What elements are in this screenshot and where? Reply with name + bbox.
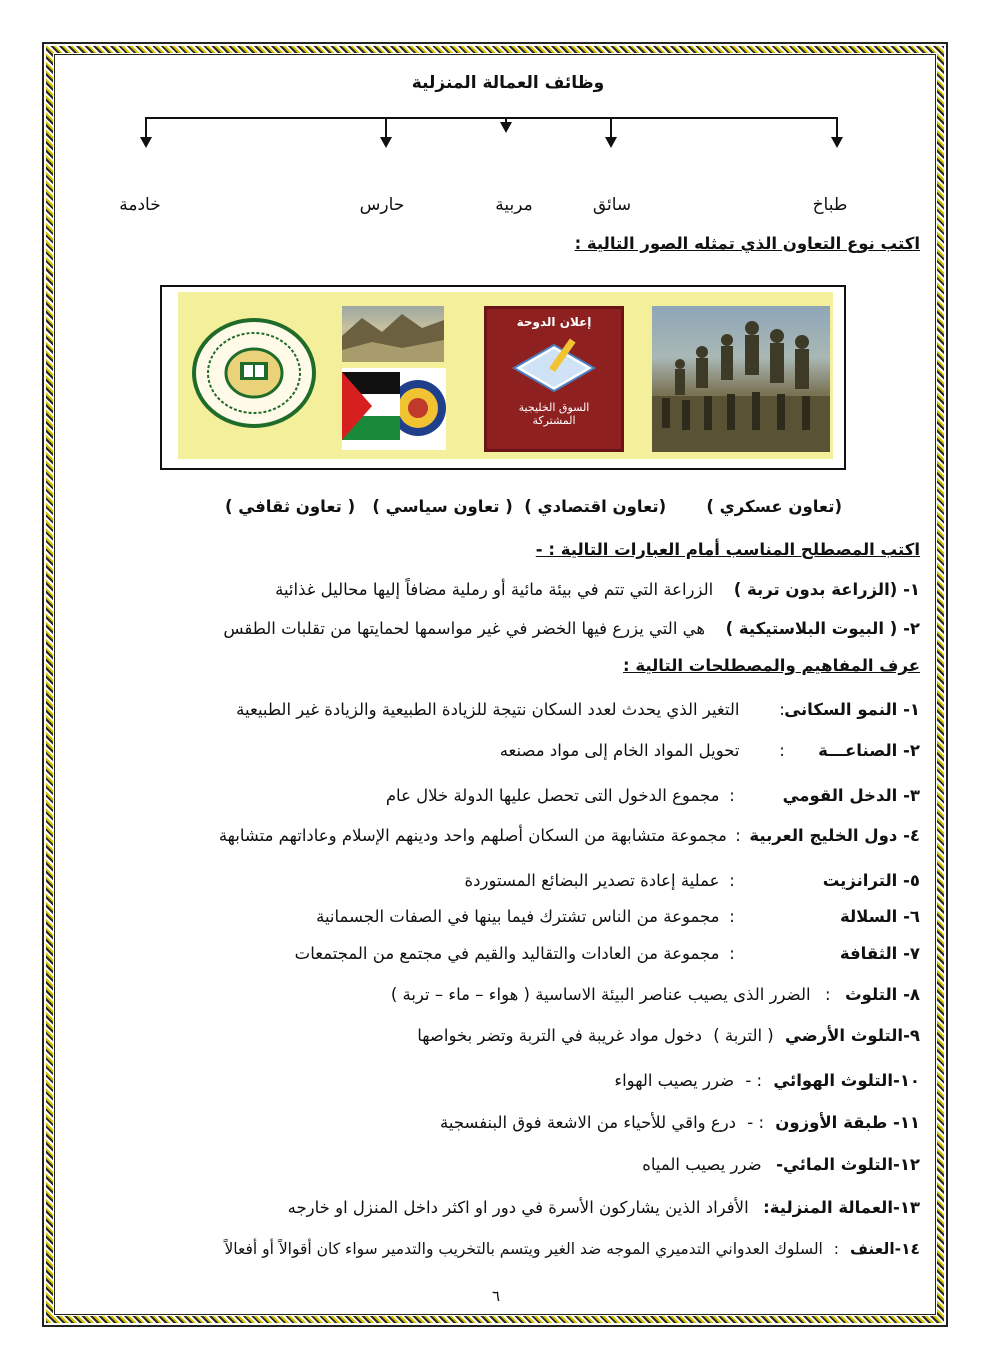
doha-subtitle-1: السوق الخليجية: [518, 401, 590, 414]
definition-text: درع واقي للأحياء من الاشعة فوق البنفسجية: [440, 1113, 737, 1132]
definition-separator: :: [729, 786, 735, 805]
definition-text: مجموعة من الناس تشترك فيما بينها في الصفات الجسمانية: [316, 907, 720, 926]
arrow-down-icon: [500, 122, 512, 133]
definition-term: ١٣-العمالة المنزلية:: [763, 1198, 920, 1217]
military-soldiers-photo: [652, 306, 830, 452]
definition-row: [295, 944, 920, 970]
tree-branch: [610, 117, 612, 139]
definition-separator: :: [735, 826, 741, 845]
definition-separator: : -: [747, 1113, 765, 1132]
job-label-driver: سائق: [592, 195, 632, 215]
definition-text: ضرر يصيب الهواء: [614, 1071, 735, 1090]
term-label: ١- (الزراعة بدون تربة ): [733, 580, 920, 599]
document-pen-icon: [509, 333, 599, 395]
definition-term: ٦- السلالة: [839, 907, 920, 926]
term-label: ٢- ( البيوت البلاستيكية ): [725, 619, 920, 638]
definition-separator: :: [833, 1240, 840, 1258]
tree-branch: [385, 117, 387, 139]
cooperation-answers: (تعاون عسكري ) (تعاون اقتصادي ) ( تعاون سياسي ) ( تعاون ثقافي ): [224, 497, 842, 516]
definition-term: ٥- الترانزيت: [822, 871, 920, 890]
definition-row: [219, 826, 920, 852]
definition-row: [642, 1155, 920, 1181]
job-label-maid: خادمة: [119, 195, 161, 215]
definition-term: ٨- التلوث: [845, 985, 920, 1004]
definition-separator: ( التربة ): [713, 1026, 774, 1045]
tree-branch: [145, 117, 147, 139]
definition-row: [440, 1113, 920, 1139]
definition-text: ضرر يصيب المياه: [642, 1155, 762, 1174]
definition-row: [500, 741, 920, 767]
definition-separator: :: [825, 985, 831, 1004]
definition-text: مجموعة من العادات والتقاليد والقيم في مجتمع من المجتمعات: [294, 944, 720, 963]
cultural-cooperation-seal: [192, 318, 316, 428]
definition-term: ٢- الصناعـــة: [818, 741, 920, 760]
definition-text: مجموعة متشابهة من السكان أصلهم واحد ودينهم الإسلام وعاداتهم متشابهة: [218, 826, 727, 845]
cooperation-images-strip: [178, 292, 833, 459]
term-row: [223, 619, 920, 645]
definitions-heading: عرف المفاهيم والمصطلحات التالية :: [623, 656, 920, 675]
page-title: وظائف العمالة المنزلية: [411, 73, 605, 93]
definition-row: [236, 700, 920, 726]
tree-branch: [836, 117, 838, 139]
definition-term: ١٢-التلوث المائي-: [776, 1155, 920, 1174]
term-row: [275, 580, 920, 606]
doha-title: إعلان الدوحة: [516, 315, 592, 329]
definition-term: ٤- دول الخليج العربية: [749, 826, 920, 845]
definition-text: السلوك العدواني التدميري الموجه ضد الغير ويتسم بالتخريب والتدمير سواء كان أقوالاً أو أفعالاً: [224, 1240, 823, 1258]
flag-and-emblem-photo: [342, 368, 446, 450]
definition-row: [465, 871, 921, 897]
cooperation-heading: اكتب نوع التعاون الذي تمثله الصور التالية :: [574, 234, 920, 253]
definition-text: التغير الذي يحدث لعدد السكان نتيجة للزيادة الطبيعية والزيادة غير الطبيعية: [236, 700, 740, 719]
job-label-nanny: مربية: [495, 195, 533, 215]
landscape-photo: [342, 306, 444, 362]
definition-separator: :: [779, 741, 785, 760]
definition-row: [391, 985, 920, 1011]
page-number: ٦: [491, 1287, 501, 1305]
definition-separator: :: [729, 907, 735, 926]
definition-term: ٣- الدخل القومي: [782, 786, 920, 805]
definition-text: الأفراد الذين يشاركون الأسرة في دور او اكثر داخل المنزل او خارجه: [287, 1198, 749, 1217]
definition-text: مجموع الدخول التى تحصل عليها الدولة خلال عام: [385, 786, 720, 805]
definition-separator: :: [729, 944, 735, 963]
doha-subtitle-2: المشتركة: [532, 414, 576, 427]
definition-separator: :: [779, 700, 785, 719]
definition-row: [614, 1071, 920, 1097]
definition-text: الضرر الذى يصيب عناصر البيئة الاساسية ( هواء – ماء – تربة ): [390, 985, 811, 1004]
definition-text: عملية إعادة تصدير البضائع المستوردة: [464, 871, 720, 890]
arrow-down-icon: [831, 137, 843, 148]
definition-term: ١- النمو السكانى: [784, 700, 920, 719]
job-label-cook: طباخ: [812, 195, 848, 215]
definition-row: [316, 907, 920, 933]
doha-declaration-card: [484, 306, 624, 452]
definition-separator: :: [729, 871, 735, 890]
term-text: هي التي يزرع فيها الخضر في غير مواسمها لحمايتها من تقلبات الطقس: [223, 619, 706, 638]
arrow-down-icon: [380, 137, 392, 148]
definition-row: [288, 1198, 920, 1224]
definition-row: [417, 1026, 920, 1052]
arrow-down-icon: [605, 137, 617, 148]
arrow-down-icon: [140, 137, 152, 148]
definition-row: [224, 1240, 920, 1266]
definition-term: ٧- الثقافة: [839, 944, 920, 963]
term-text: الزراعة التي تتم في بيئة مائية أو رملية مضافاً إليها محاليل غذائية: [275, 580, 714, 599]
tree-connector: [145, 117, 838, 119]
definition-text: تحويل المواد الخام إلى مواد مصنعه: [499, 741, 740, 760]
definition-term: ١١- طبقة الأوزون: [775, 1113, 920, 1132]
job-label-guard: حارس: [359, 195, 405, 215]
definition-term: ١٤-العنف: [849, 1240, 920, 1258]
definition-separator: : -: [745, 1071, 763, 1090]
definition-row: [386, 786, 920, 812]
definition-text: دخول مواد غريبة في التربة وتضر بخواصها: [417, 1026, 702, 1045]
definition-term: ٩-التلوث الأرضي: [785, 1026, 920, 1045]
terms-heading: اكتب المصطلح المناسب أمام العبارات التالية : -: [535, 540, 920, 559]
definition-term: ١٠-التلوث الهوائي: [773, 1071, 920, 1090]
